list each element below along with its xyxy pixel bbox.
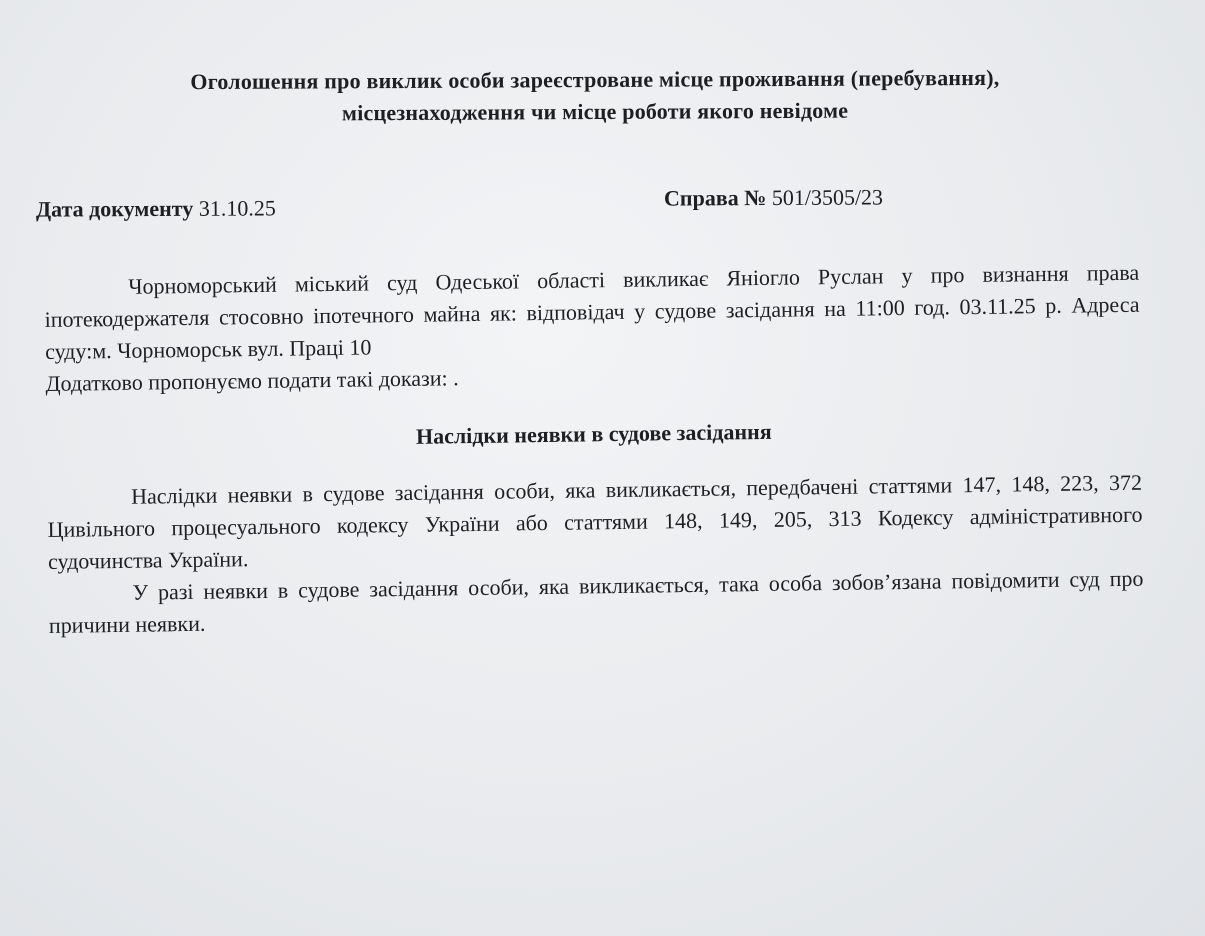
consequences-paragraph: Наслідки неявки в судове засідання особи, яка викликається, передбачені статтями 147, 148, 223, 372 Цивільного процесуального кодексу України або статтями 148, 149, 205, 313 Кодексу адміністративного судочинства України.: [47, 469, 1143, 574]
date-value: 31.10.25: [198, 195, 276, 221]
evidence-paragraph: Додатково пропонуємо подати такі докази: .: [45, 365, 459, 396]
summons-paragraph: Чорноморський міський суд Одеської області викликає Яніогло Руслан у про визнання права іпотекодержателя стосовно іпотечного майна як: відповідач у судове засідання на 11:00 год. 03.11.25 р. Адреса суду:м. Чорноморськ вул. Праці 10: [44, 259, 1140, 364]
case-label: Справа №: [663, 185, 767, 211]
section-heading: Наслідки неявки в судове засідання: [415, 418, 772, 449]
title-line-2: місцезнаходження чи місце роботи якого невідоме: [341, 97, 849, 126]
document-body: [44, 257, 1144, 642]
case-value: 501/3505/23: [771, 184, 884, 211]
title-line-1: Оголошення про виклик особи зареєстроване місце проживання (перебування),: [190, 64, 1000, 95]
obligation-paragraph: У разі неявки в судове засідання особи, яка викликається, така особа зобов’язана повідомити суд про причини неявки.: [48, 565, 1144, 638]
document-title: [40, 61, 1150, 131]
document-date: [36, 195, 276, 222]
case-number: [664, 184, 883, 211]
date-label: Дата документу: [35, 195, 194, 222]
